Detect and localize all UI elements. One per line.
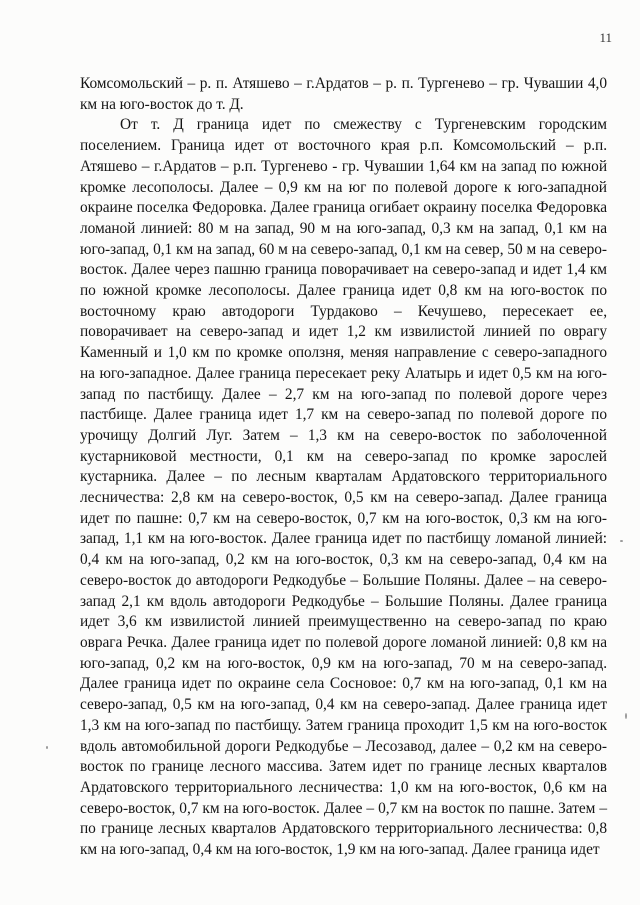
paragraph-boundary-description: От т. Д граница идет по смежеству с Тургеневским городским поселением. Граница идет от восточного края р.п. Комсомольский – р.п. Атяшево – г.Ардатов – р.п. Тургенево - гр. Чувашии 1,64 км на запад по южной кромке лесополосы. Далее – 0,9 км на юг по полевой дороге к юго-западной окраине поселка Федоровка. Далее граница огибает окраину поселка Федоровка ломаной линией: 80 м на запад, 90 м на юго-запад, 0,3 км на запад, 0,1 км на юго-запад, 0,1 км на запад, 60 м на северо-запад, 0,1 км на север, 50 м на северо-восток. Далее через пашню граница поворачивает на северо-запад и идет 1,4 км по южной кромке лесополосы. Далее граница идет 0,8 км на юго-восток по восточному краю автодороги Турдаково – Кечушево, пересекает ее, поворачивает на северо-запад и идет 1,2 км извилистой линией по оврагу Каменный и 1,0 км по кромке оползня, меняя направление с северо-западного на юго-западное. Далее граница пересекает реку Алатырь и идет 0,5 км на юго-запад по пастбищу. Далее – 2,7 км на юго-запад по полевой дороге через пастбище. Далее граница идет 1,7 км на северо-запад по полевой дороге по урочищу Долгий Луг. Затем – 1,3 км на северо-восток по заболоченной кустарниковой местности, 0,1 км на северо-запад по кромке зарослей кустарника. Далее – по лесным кварталам Ардатовского территориального лесничества: 2,8 км на северо-восток, 0,5 км на северо-запад. Далее граница идет по пашне: 0,7 км на северо-восток, 0,7 км на юго-восток, 0,3 км на юго-запад, 1,1 км на юго-восток. Далее граница идет по пастбищу ломаной линией: 0,4 км на юго-запад, 0,2 км на юго-восток, 0,3 км на северо-запад, 0,4 км на северо-восток до автодороги Редкодубье – Большие Поляны. Далее – на северо-запад 2,1 км вдоль автодороги Редкодубье – Большие Поляны. Далее граница идет 3,6 км извилистой линией преимущественно на северо-запад по краю оврага Речка. Далее граница идет по полевой дороге ломаной линией: 0,8 км на юго-запад, 0,2 км на юго-восток, 0,9 км на юго-запад, 70 м на северо-запад. Далее граница идет по окраине села Сосновое: 0,7 км на юго-запад, 0,1 км на северо-запад, 0,5 км на юго-запад, 0,4 км на северо-запад. Далее граница идет 1,3 км на юго-запад по пастбищу. Затем граница проходит 1,5 км на юго-восток вдоль автомобильной дороги Редкодубье – Лесозавод, далее – 0,2 км на северо-восток по границе лесного массива. Затем идет по границе лесных кварталов Ардатовского территориального лесничества: 1,0 км на юго-восток, 0,6 км на северо-восток, 0,7 км на юго-восток. Далее – 0,7 км на восток по пашне. Затем – по границе лесных кварталов Ардатовского территориального лесничества: 0,8 км на юго-запад, 0,4 км на юго-восток, 1,9 км на юго-запад. Далее граница идет — [80, 116, 607, 859]
scan-speck — [620, 540, 623, 542]
page-number: 11 — [599, 30, 612, 45]
document-body — [80, 74, 607, 861]
scan-speck — [46, 746, 48, 749]
scan-speck — [625, 713, 627, 719]
paragraph-continuation: Комсомольский – р. п. Атяшево – г.Ардатов – р. п. Тургенево – гр. Чувашии 4,0 км на юго-восток до т. Д. — [80, 75, 607, 113]
